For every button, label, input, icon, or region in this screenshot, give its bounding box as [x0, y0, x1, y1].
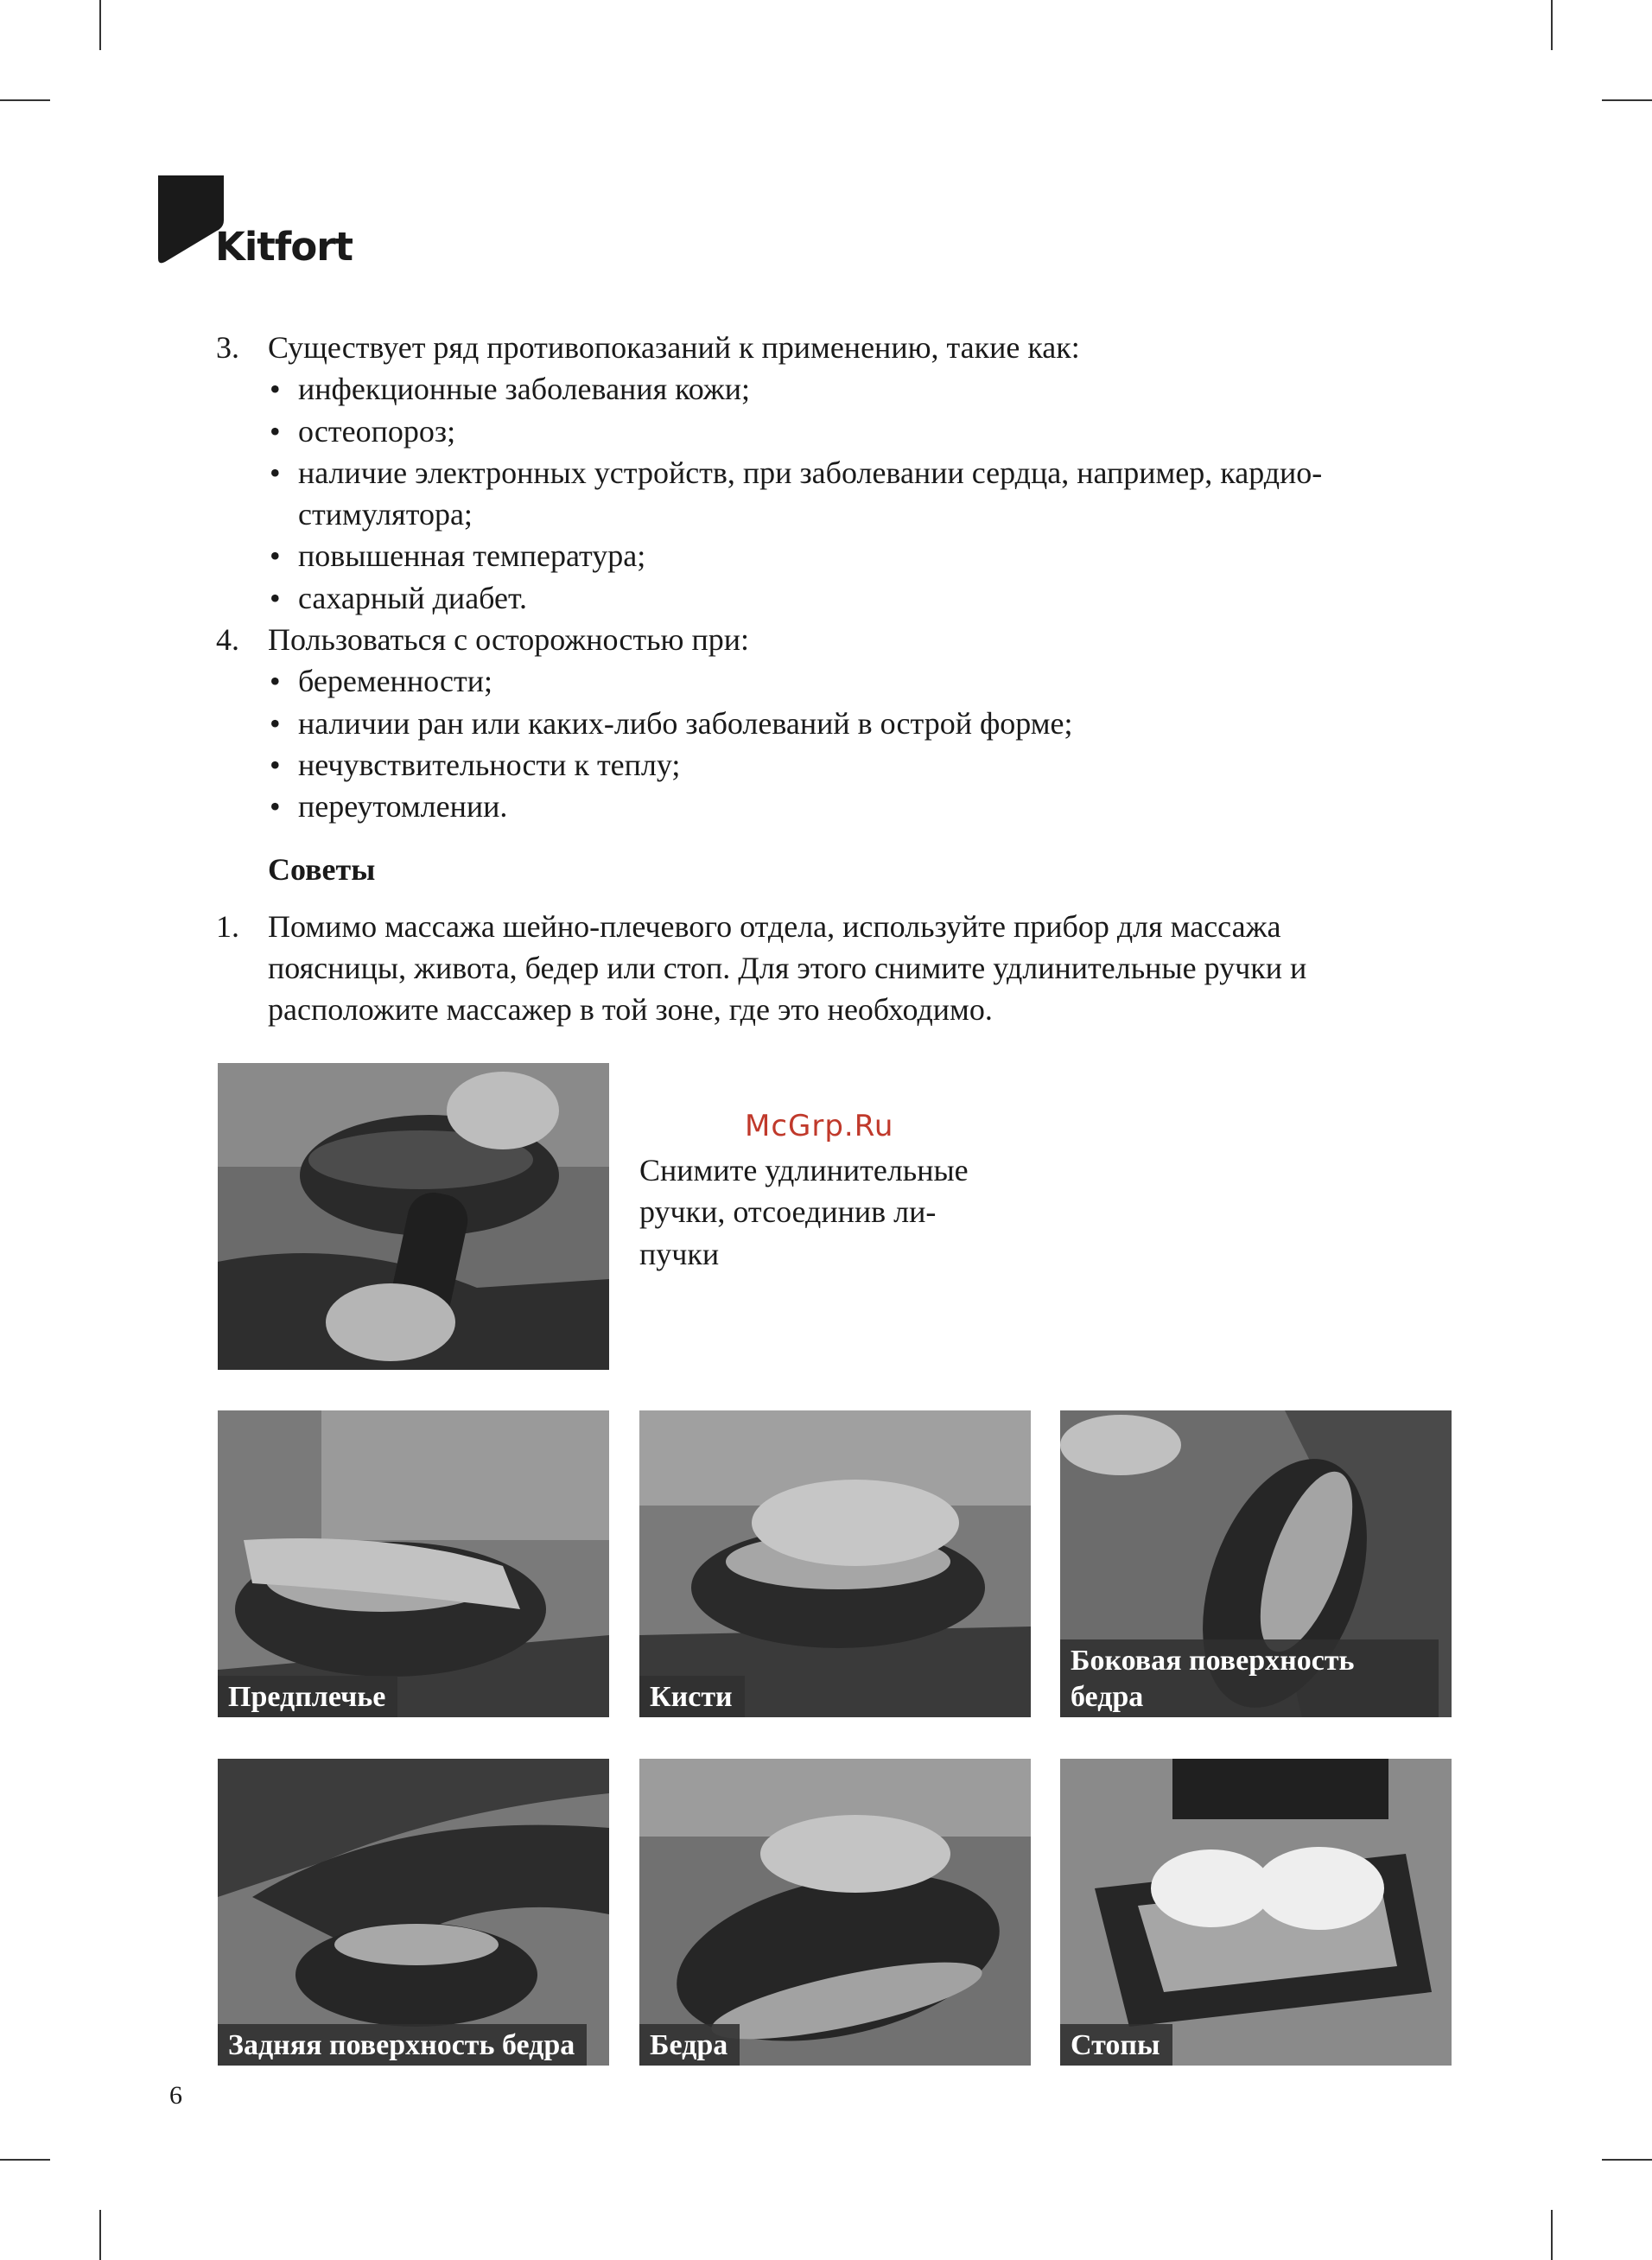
- caption-feet: Стопы: [1060, 2024, 1172, 2066]
- caution-item: [216, 619, 1452, 827]
- item-text: Существует ряд противопоказаний к применению, такие как:: [268, 330, 1080, 365]
- item-text: Пользоваться с осторожностью при:: [268, 622, 749, 658]
- list-item: • сахарный диабет.: [270, 580, 528, 615]
- caution-list: [268, 660, 1452, 827]
- item-number: 3.: [216, 330, 239, 365]
- instruction-text: [639, 1149, 1037, 1275]
- list-item: • наличие электронных устройств, при заболевании сердца, например, кардио-: [270, 455, 1323, 490]
- caption-line: Боковая поверхность: [1071, 1645, 1355, 1677]
- brand-name: Kitfort: [215, 224, 353, 270]
- crop-mark: [99, 0, 101, 50]
- photo-thighs: [639, 1759, 1031, 2066]
- caption-forearm: Предплечье: [218, 1676, 397, 1717]
- crop-mark: [1602, 2159, 1652, 2161]
- crop-mark: [99, 2210, 101, 2260]
- page-number: 6: [169, 2081, 182, 2110]
- crop-mark: [1551, 0, 1553, 50]
- contraindications-list: [268, 368, 1452, 619]
- instruction-line: ручки, отсоединив ли-: [639, 1194, 937, 1230]
- watermark: McGrp.Ru: [745, 1109, 894, 1143]
- main-text: [216, 327, 1452, 1031]
- instruction-line: Снимите удлинительные: [639, 1153, 969, 1187]
- tips-line: поясницы, живота, бедер или стоп. Для этого снимите удлинительные ручки и: [268, 951, 1307, 986]
- list-item: • повышенная температура;: [270, 538, 646, 574]
- tips-line: расположите массажер в той зоне, где это необходимо.: [268, 992, 993, 1028]
- tips-heading: Советы: [268, 851, 376, 887]
- photo-side-thigh: [1060, 1410, 1452, 1717]
- crop-mark: [0, 99, 50, 101]
- list-item: • наличии ран или каких-либо заболеваний в острой форме;: [270, 705, 1073, 741]
- list-item: • беременности;: [270, 664, 492, 699]
- list-item: • остеопороз;: [270, 413, 456, 449]
- contraindications-item: [216, 327, 1452, 619]
- photo-feet: [1060, 1759, 1452, 2066]
- tips-line: Помимо массажа шейно-плечевого отдела, используйте прибор для массажа: [268, 908, 1281, 944]
- list-item-continuation: стимулятора;: [298, 497, 473, 532]
- instruction-line: пучки: [639, 1236, 720, 1271]
- caption-back-thigh: Задняя поверхность бедра: [218, 2024, 587, 2066]
- list-item: • переутомлении.: [270, 789, 508, 824]
- crop-mark: [1602, 99, 1652, 101]
- caption-hands: Кисти: [639, 1676, 745, 1717]
- photo-forearm: [218, 1410, 609, 1717]
- caption-line: бедра: [1071, 1681, 1144, 1713]
- item-number: 1.: [216, 908, 239, 944]
- photo-hands: [639, 1410, 1031, 1717]
- list-item: • нечувствительности к теплу;: [270, 747, 681, 782]
- item-number: 4.: [216, 622, 239, 658]
- brand-logo: [158, 175, 365, 271]
- photo-back-thigh: [218, 1759, 609, 2066]
- list-item: • инфекционные заболевания кожи;: [270, 372, 751, 407]
- caption-side-thigh: [1060, 1639, 1439, 1717]
- crop-mark: [1551, 2210, 1553, 2260]
- crop-mark: [0, 2159, 50, 2161]
- tips-item: [216, 906, 1452, 1031]
- photo-remove-handles: [218, 1063, 609, 1370]
- caption-thighs: Бедра: [639, 2024, 740, 2066]
